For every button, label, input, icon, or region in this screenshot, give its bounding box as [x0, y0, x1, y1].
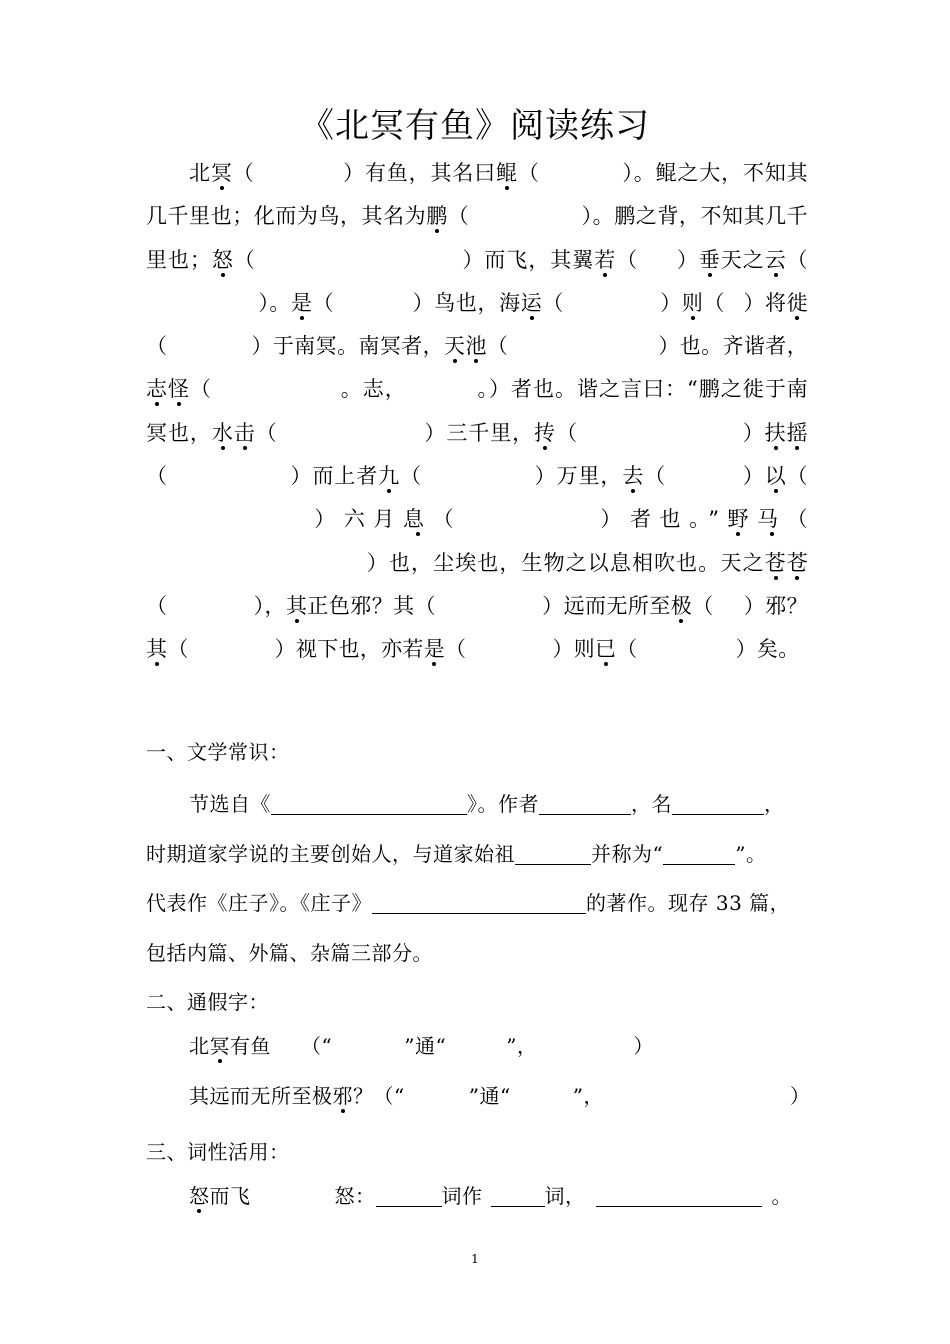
passage-segment: （ — [616, 247, 639, 272]
text-segment: 。 — [771, 1184, 792, 1208]
passage-segment: ）视下也，亦若 — [274, 637, 424, 662]
passage-segment: （ — [447, 204, 470, 229]
passage-segment: ）而飞，其翼 — [461, 247, 595, 272]
passage-segment: （ — [517, 161, 540, 185]
passage-segment: （ — [167, 637, 189, 662]
dotted-char: 是 — [423, 637, 446, 662]
dotted-char: 则 — [681, 290, 704, 315]
loan-row-2 — [189, 1080, 810, 1109]
loan-row-1 — [189, 1030, 654, 1059]
passage-segment: 。）者也。谐之言曰：“鹏之徙于南冥也， — [146, 377, 808, 445]
passage-segment: （ — [190, 377, 213, 402]
text-segment: 有鱼 — [230, 1034, 271, 1058]
passage-segment: （ — [146, 464, 168, 489]
word-class-row — [189, 1180, 792, 1209]
dotted-char: 其 — [285, 593, 308, 618]
passage-segment: ）鸟也，海 — [412, 290, 521, 315]
dotted-char: 怪 — [168, 377, 191, 402]
dotted-char: 苍 — [786, 550, 808, 575]
passage-segment: 正色邪？其（ — [307, 593, 437, 618]
section-heading-literary: 一、文学常识： — [146, 740, 290, 764]
text-segment: 词， — [544, 1184, 586, 1208]
passage-segment: ） — [742, 420, 765, 445]
text-segment: ”。 — [735, 842, 767, 866]
dotted-char: 息 — [402, 507, 433, 532]
passage-segment: （ — [445, 637, 467, 662]
passage-segment: （ — [400, 464, 423, 489]
passage-segment: ）则 — [552, 637, 595, 662]
blank-original-class[interactable] — [376, 1184, 442, 1207]
dotted-char: 极 — [670, 593, 693, 618]
passage-segment: （ — [432, 507, 463, 532]
passage-segment: （ — [786, 464, 808, 489]
dotted-char: 云 — [764, 247, 787, 272]
blank-founder[interactable] — [515, 842, 591, 865]
dotted-char: 是 — [291, 290, 313, 315]
dotted-char: 垂 — [698, 247, 721, 272]
passage-segment: ）有鱼，其名曰 — [342, 161, 497, 185]
passage-segment: （ — [556, 420, 579, 445]
text-segment: 时期道家学说的主要创始人，与道家始祖 — [146, 842, 515, 866]
blank-meaning[interactable] — [596, 1184, 762, 1207]
text-segment: 而飞 — [209, 1184, 251, 1208]
passage-segment: 天之 — [720, 247, 765, 272]
text-segment: ”， — [572, 1084, 604, 1108]
blank-zhuangzi-desc[interactable] — [372, 891, 586, 914]
dotted-char: 抟 — [534, 420, 557, 445]
dotted-char: 怒 — [211, 247, 234, 272]
passage-segment: ）三千里， — [423, 420, 535, 445]
passage-segment: ）而上者 — [289, 464, 379, 489]
section-heading-loan-characters: 二、通假字： — [146, 990, 269, 1014]
passage-segment: ）也。齐谐者， — [658, 334, 808, 359]
passage-segment: （ — [644, 464, 667, 489]
passage-segment: （ — [146, 593, 168, 618]
passage-segment: （ — [146, 334, 168, 359]
passage-segment: ）， — [253, 593, 286, 618]
text-segment: ， — [764, 792, 785, 816]
text-segment: 怒： — [334, 1184, 376, 1208]
dotted-char: 鲲 — [496, 161, 518, 185]
passage-segment: （ — [692, 593, 714, 618]
passage-segment: ） — [676, 247, 699, 272]
page-number: 1 — [471, 1252, 479, 1266]
passage-segment: ）将 — [743, 290, 787, 315]
dotted-char: 邪 — [332, 1084, 353, 1108]
page-title: 《北冥有鱼》阅读练习 — [300, 106, 650, 146]
passage-segment: ） — [659, 290, 682, 315]
dotted-char: 天 — [444, 334, 466, 359]
passage-segment: （ — [542, 290, 564, 315]
passage-segment: （ — [703, 290, 726, 315]
dotted-char: 九 — [378, 464, 401, 489]
text-segment: ”通“ — [404, 1034, 447, 1058]
text-segment: ？（“ — [353, 1084, 405, 1108]
dotted-char: 怒 — [189, 1184, 210, 1208]
passage-segment: ）万里， — [534, 464, 623, 489]
dotted-char: 去 — [622, 464, 645, 489]
blank-used-as-class[interactable] — [491, 1184, 545, 1207]
blank-given-name[interactable] — [672, 792, 764, 815]
passage-text — [146, 152, 808, 672]
literary-line-4: 包括内篇、外篇、杂篇三部分。 — [146, 941, 433, 965]
passage-segment: ）。 — [258, 290, 292, 315]
dotted-char: 苍 — [764, 550, 787, 575]
passage-segment: ）矣。 — [735, 637, 800, 662]
dotted-char: 野 — [719, 507, 758, 532]
passage-segment: ）也，尘埃也，生物之以息相吹也。天之 — [366, 550, 765, 575]
passage-segment: ）远而无所至 — [542, 593, 671, 618]
passage-segment: 北 — [189, 161, 211, 185]
dotted-char: 以 — [764, 464, 787, 489]
text-segment: 其远而无所至极 — [189, 1084, 333, 1108]
passage-segment: ）于南冥。南冥者， — [251, 334, 445, 359]
passage-segment: ）六月 — [306, 507, 403, 532]
dotted-char: 池 — [465, 334, 487, 359]
text-segment: ”， — [506, 1034, 538, 1058]
dotted-char: 徙 — [786, 290, 808, 315]
dotted-char: 已 — [594, 637, 617, 662]
section-heading-word-class: 三、词性活用： — [146, 1140, 290, 1164]
passage-segment: 。志， — [340, 377, 407, 402]
passage-segment: （ — [233, 247, 256, 272]
dotted-char: 击 — [233, 420, 256, 445]
dotted-char: 冥 — [209, 1034, 230, 1058]
dotted-char: 鹏 — [426, 204, 448, 229]
passage-segment: （ — [486, 334, 509, 359]
literary-line-1 — [189, 788, 785, 817]
dotted-char: 摇 — [786, 420, 808, 445]
passage-segment: ）。鲲之大，不知其几千里也；化而为鸟，其名为 — [146, 161, 808, 229]
passage-segment: （ — [786, 507, 808, 532]
text-segment: 并称为“ — [591, 842, 664, 866]
blank-book-name[interactable] — [271, 792, 467, 815]
text-segment: 北 — [189, 1034, 210, 1058]
blank-author[interactable] — [539, 792, 631, 815]
literary-line-2 — [146, 838, 766, 867]
passage-segment: ）邪？ — [743, 593, 808, 618]
text-segment: 节选自《 — [189, 792, 271, 816]
passage-segment: （ — [616, 637, 638, 662]
dotted-char: 其 — [146, 637, 168, 662]
text-segment: ） — [633, 1034, 654, 1058]
text-segment: ，名 — [631, 792, 672, 816]
text-segment: ”通“ — [468, 1084, 511, 1108]
text-segment: （“ — [301, 1034, 333, 1058]
passage-segment: （ — [232, 161, 255, 185]
passage-segment: ） — [742, 464, 765, 489]
passage-segment: （ — [255, 420, 278, 445]
passage-segment: ）者也。” — [592, 507, 720, 532]
dotted-char: 水 — [211, 420, 234, 445]
dotted-char: 马 — [757, 507, 787, 532]
passage-segment: （ — [786, 247, 808, 272]
dotted-char: 运 — [520, 290, 543, 315]
dotted-char: 扶 — [764, 420, 787, 445]
text-segment: 代表作《庄子》。《庄子》 — [146, 891, 372, 915]
text-segment: ） — [789, 1084, 811, 1108]
passage-segment: ）。鹏之背，不知其几千里也； — [146, 204, 808, 272]
text-segment: 》。作者 — [467, 792, 539, 816]
dotted-char: 志 — [146, 377, 169, 402]
passage-segment: （ — [312, 290, 335, 315]
literary-line-3 — [146, 887, 790, 916]
blank-joint-name[interactable] — [663, 842, 735, 865]
dotted-char: 冥 — [210, 161, 233, 185]
text-segment: 词作 — [441, 1184, 483, 1208]
dotted-char: 若 — [594, 247, 617, 272]
text-segment: 的著作。现存 33 篇， — [586, 891, 791, 915]
